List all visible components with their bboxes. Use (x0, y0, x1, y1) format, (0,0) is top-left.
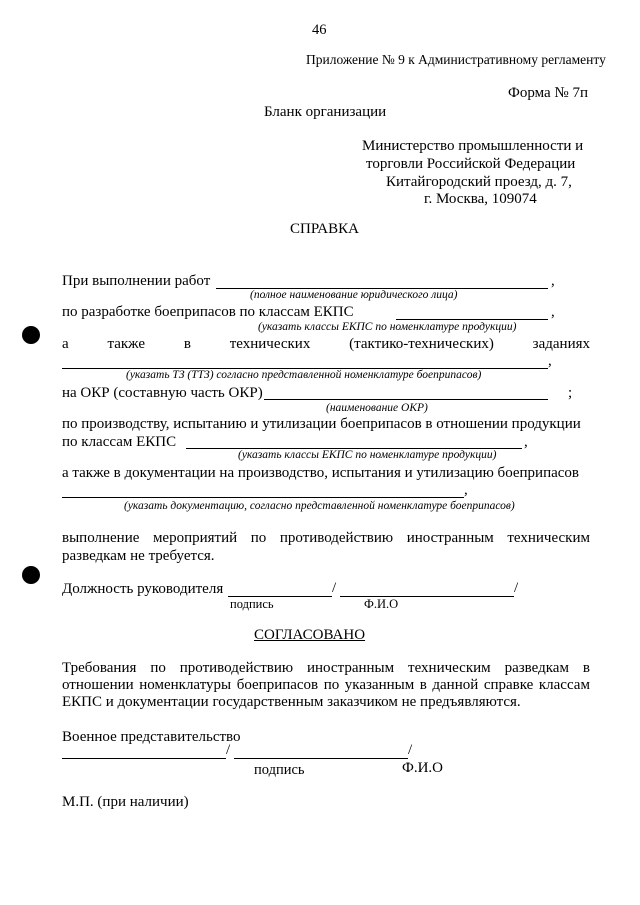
agreed-line-1 (62, 660, 590, 677)
conclusion-word: выполнение (62, 530, 140, 546)
agreed-line-2 (62, 677, 590, 694)
tz-word: (тактико-технических) (349, 336, 494, 352)
agreed-word: указанным (344, 677, 415, 693)
development-blank[interactable] (396, 319, 548, 320)
appendix-note: Приложение № 9 к Административному регламенту (306, 52, 606, 67)
documentation-line: а также в документации на производство, испытания и утилизацию боеприпасов (62, 465, 580, 481)
agreed-word: боеприпасов (236, 677, 319, 693)
conclusion-line-2: разведкам не требуется. (62, 548, 215, 564)
head-name-slash: / (514, 580, 519, 596)
addressee-line-1: Министерство промышленности и (362, 138, 584, 154)
agreed-word: данной (432, 677, 479, 693)
military-label: Военное представительство (62, 729, 241, 745)
production-comma: , (524, 434, 528, 450)
okr-blank[interactable] (264, 399, 548, 400)
head-name-caption: Ф.И.О (364, 597, 399, 611)
organization-blank: Бланк организации (264, 104, 387, 120)
tz-word: также (107, 336, 145, 352)
production-hint: (указать классы ЕКПС по номенклатуре продукции) (238, 449, 497, 461)
documentation-comma: , (464, 482, 468, 498)
agreed-word: иностранным (307, 660, 395, 676)
agreed-word: по (150, 660, 166, 676)
military-name-caption: Ф.И.О (402, 760, 444, 776)
tz-word: заданиях (532, 336, 590, 352)
agreed-word: разведкам (504, 660, 569, 676)
documentation-blank[interactable] (62, 497, 464, 498)
production-line-1: по производству, испытанию и утилизации боеприпасов в отношении продукции (62, 416, 581, 432)
conclusion-word: иностранным (406, 530, 494, 546)
military-signature-blank[interactable] (62, 758, 226, 759)
tz-hint: (указать ТЗ (ТТЗ) согласно представленной номенклатуре боеприпасов) (126, 369, 482, 381)
works-label: При выполнении работ (62, 273, 211, 289)
tz-word: технических (229, 336, 311, 352)
works-hint: (полное наименование юридического лица) (250, 289, 458, 301)
agreed-word: классам (538, 677, 590, 693)
military-name-slash: / (408, 742, 413, 758)
punch-hole-top (22, 326, 40, 344)
military-signature-slash: / (226, 742, 231, 758)
addressee-line-2: торговли Российской Федерации (366, 156, 576, 172)
documentation-hint: (указать документацию, согласно представленной номенклатуре боеприпасов) (124, 500, 515, 512)
agreed-word: техническим (408, 660, 491, 676)
agreed-word: в (582, 660, 590, 676)
conclusion-line-1 (62, 530, 590, 547)
conclusion-word: по (250, 530, 267, 546)
addressee-line-4: г. Москва, 109074 (424, 191, 537, 207)
head-signature-caption: подпись (230, 597, 274, 611)
tz-comma: , (548, 353, 552, 369)
conclusion-word: мероприятий (152, 530, 238, 546)
tz-word: в (183, 336, 191, 352)
punch-hole-bottom (22, 566, 40, 584)
production-label: по классам ЕКПС (62, 434, 177, 450)
agreed-word: отношении (62, 677, 134, 693)
conclusion-word: противодействию (279, 530, 394, 546)
works-comma: , (551, 273, 555, 289)
agreed-word: противодействию (179, 660, 294, 676)
okr-label: на ОКР (составную часть ОКР) (62, 385, 263, 401)
position-label: Должность руководителя (62, 581, 224, 597)
okr-hint: (наименование ОКР) (326, 402, 428, 414)
agreed-word: справке (483, 677, 534, 693)
development-label: по разработке боеприпасов по классам ЕКПС (62, 304, 354, 320)
agreed-word: Требования (62, 660, 137, 676)
agreed-word: номенклатуры (139, 677, 232, 693)
military-signature-caption: подпись (254, 762, 305, 778)
development-comma: , (551, 304, 555, 320)
addressee-line-3: Китайгородский проезд, д. 7, (386, 174, 572, 190)
military-name-blank[interactable] (234, 758, 408, 759)
okr-semicolon: ; (568, 385, 573, 401)
form-number: Форма № 7п (508, 85, 589, 101)
agreed-word: по (323, 677, 340, 693)
page-number: 46 (312, 22, 327, 38)
development-hint: (указать классы ЕКПС по номенклатуре продукции) (258, 321, 517, 333)
stamp-note: М.П. (при наличии) (62, 794, 189, 810)
agreed-line-3: ЕКПС и документации государственным заказчиком не предъявляются. (62, 694, 521, 710)
tz-word: а (62, 336, 69, 352)
agreed-word: в (419, 677, 427, 693)
conclusion-word: техническим (507, 530, 590, 546)
agreed-heading: СОГЛАСОВАНО (254, 627, 366, 643)
document-title: СПРАВКА (290, 221, 359, 237)
head-signature-slash: / (332, 580, 337, 596)
tz-line (62, 336, 590, 353)
